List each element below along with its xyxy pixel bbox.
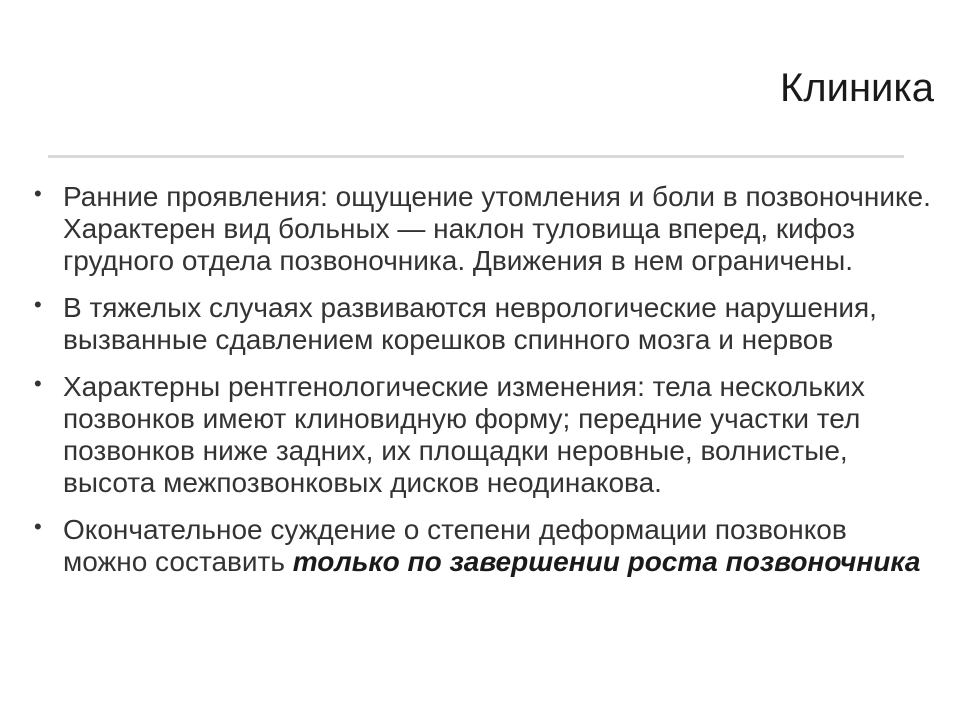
bullet-item-early-signs	[34, 181, 934, 277]
bullet-dot-icon: •	[34, 292, 42, 317]
bullet-dot-icon: •	[34, 371, 42, 396]
bullet-text: Ранние проявления: ощущение утомления и боли в позвоночнике. Характерен вид больных — наклон туловища вперед, кифоз грудного отдела позвоночника. Движения в нем ограничены.	[63, 181, 931, 276]
slide-title: Клиника	[779, 66, 934, 110]
bullet-item-neurological	[34, 292, 934, 356]
bullet-item-radiology	[34, 371, 934, 499]
title-divider	[48, 155, 904, 158]
bullet-item-conclusion	[34, 514, 934, 578]
bullet-text: В тяжелых случаях развиваются неврологические нарушения, вызванные сдавлением корешков спинного мозга и нервов	[63, 292, 877, 355]
bullet-emphasis-text: только по завершении роста позвоночника	[292, 546, 921, 577]
bullet-list	[34, 181, 934, 578]
bullet-text: Окончательное суждение о степени деформации позвонков можно составить	[63, 514, 847, 577]
bullet-dot-icon: •	[34, 181, 42, 206]
bullet-dot-icon: •	[34, 514, 42, 539]
bullet-text: Характерны рентгенологические изменения: тела нескольких позвонков имеют клиновидную форму; передние участки тел позвонков ниже задних, их площадки неровные, волнистые, высота межпозвонковых дисков неодинакова.	[63, 371, 865, 498]
